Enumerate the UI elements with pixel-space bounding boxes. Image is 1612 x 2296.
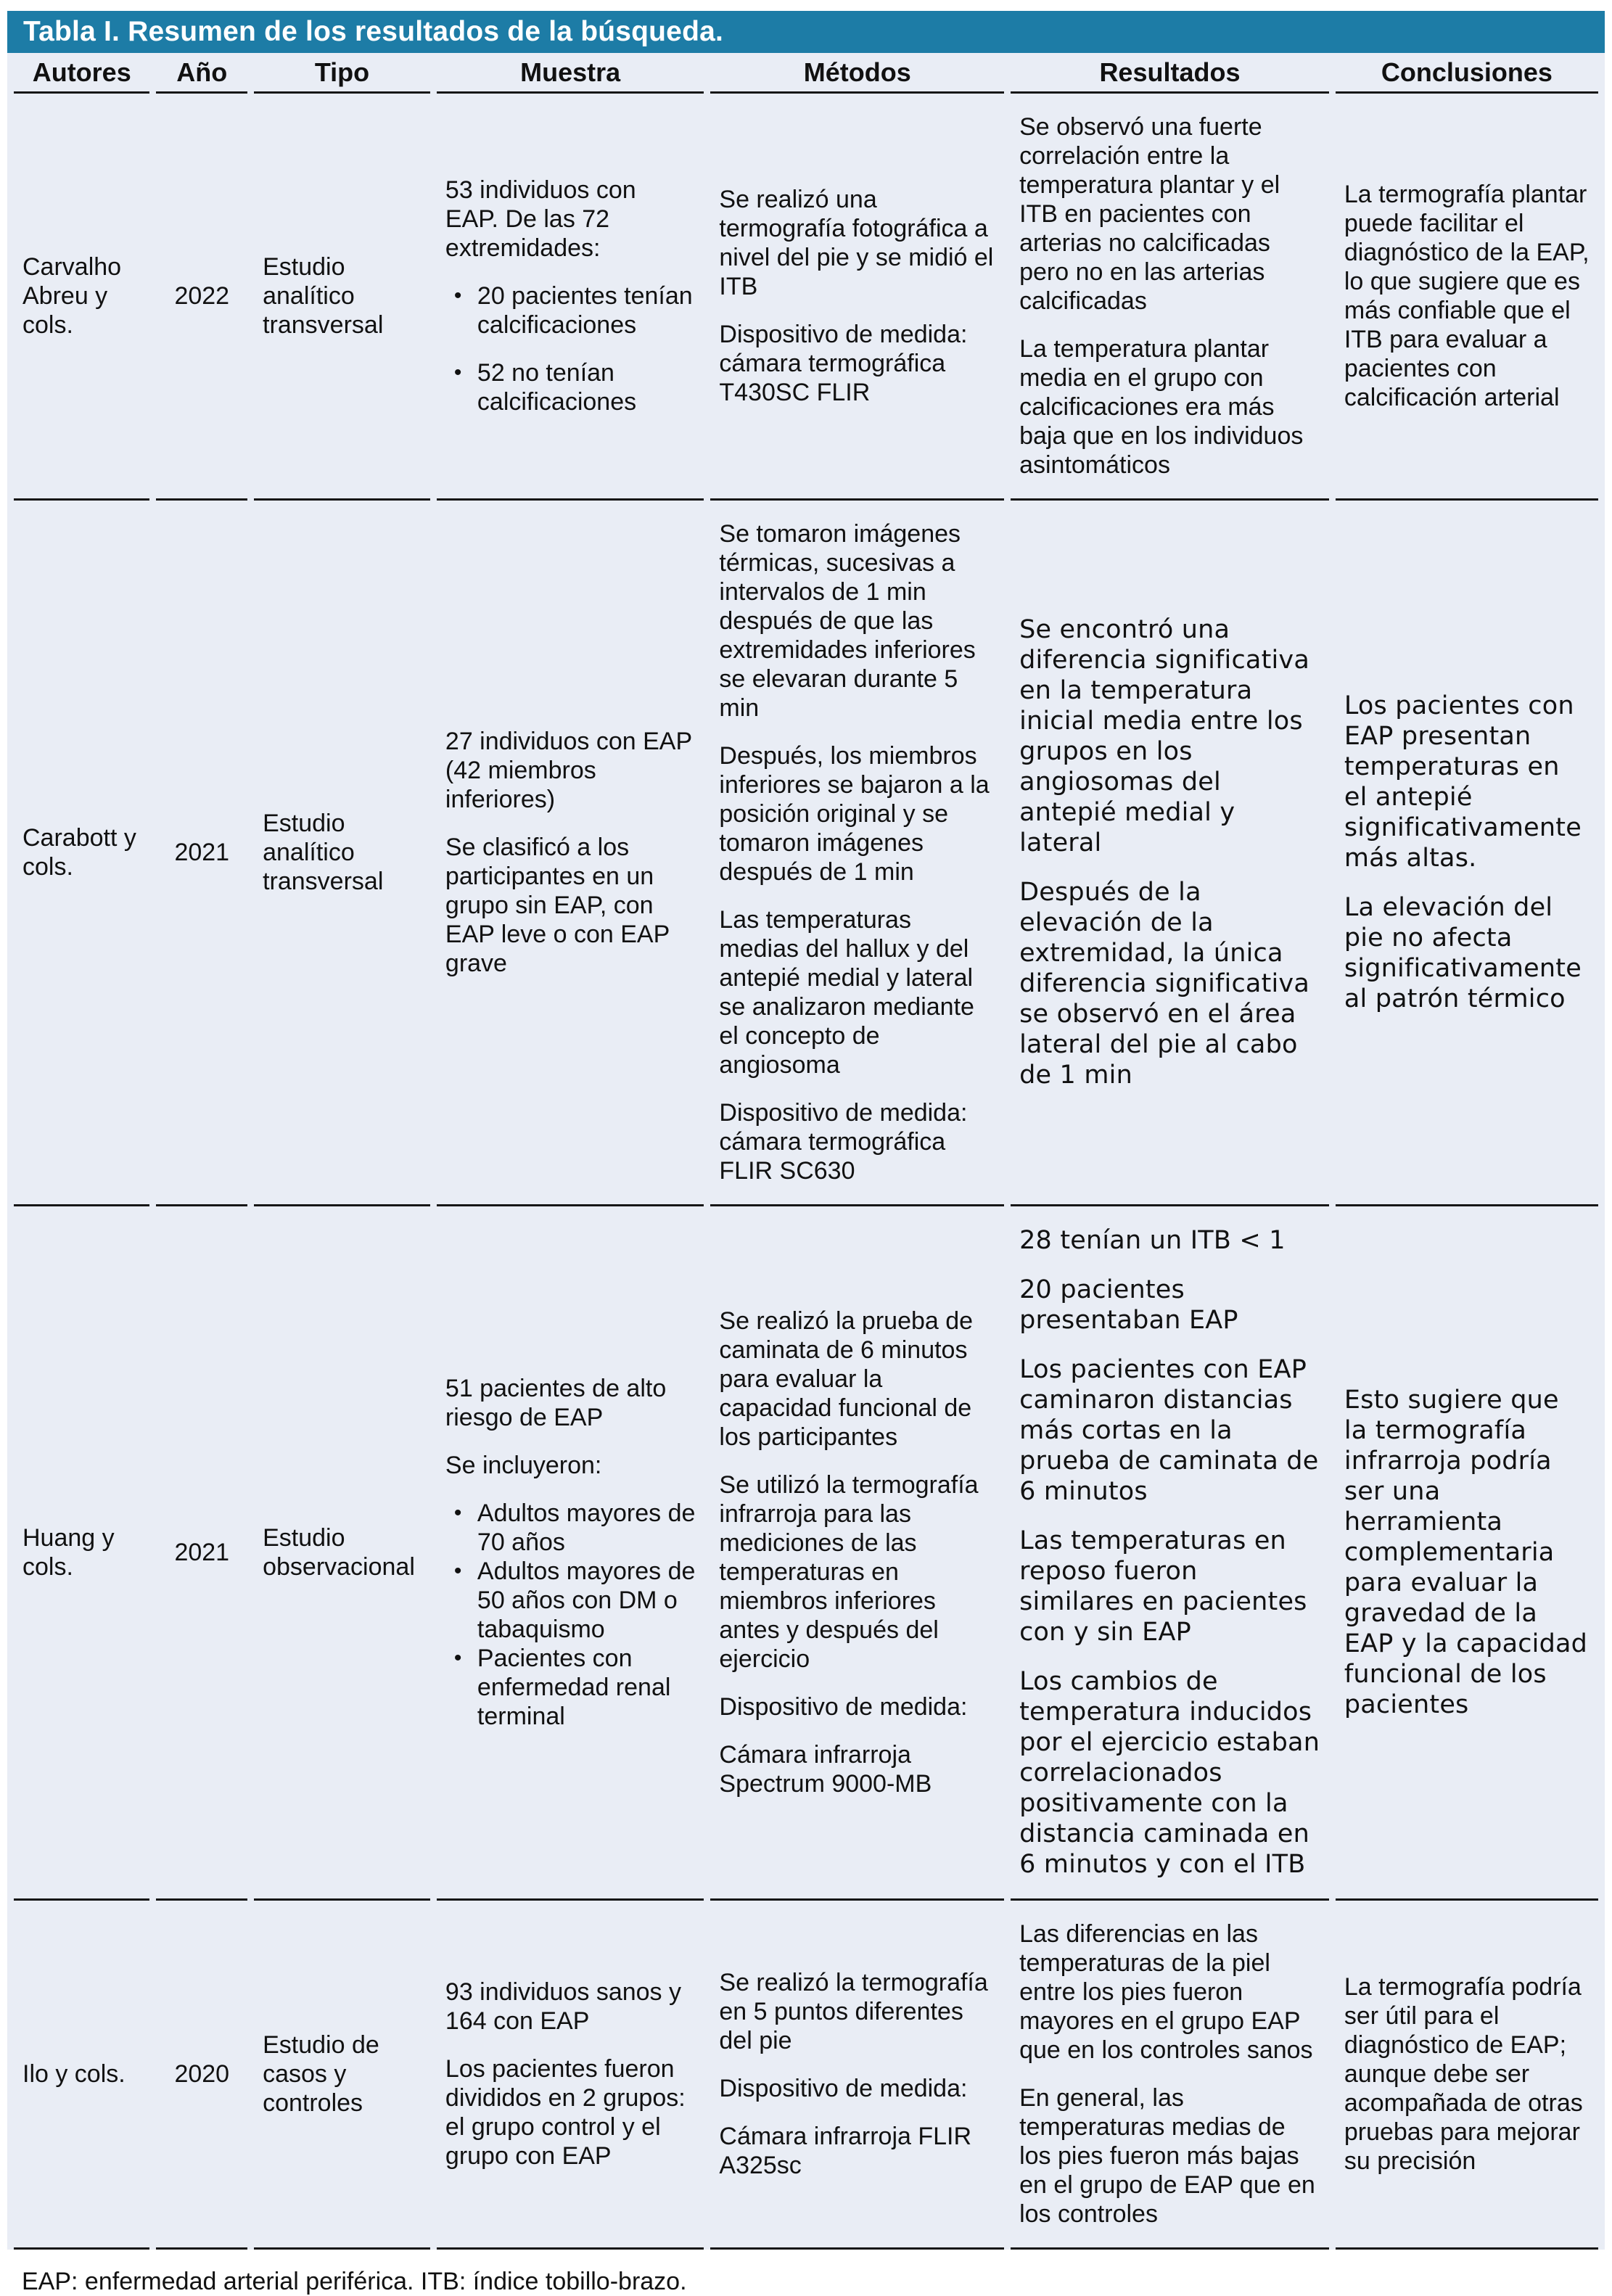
paragraph: Estudio de casos y controles — [263, 2031, 379, 2117]
cell-conclusiones — [1336, 94, 1598, 501]
paragraph: 2021 — [174, 1539, 230, 1566]
paragraph: 93 individuos sanos y 164 con EAP — [445, 1978, 681, 2035]
paragraph: Se encontró una diferencia significativa en la temperatura inicial media entre los grupos en los angiosomas del antepié medial y lateral — [1019, 615, 1309, 857]
cell-resultados — [1011, 1901, 1329, 2250]
cell-ano — [156, 1901, 247, 2250]
paragraph: 28 tenían un ITB < 1 — [1019, 1226, 1286, 1255]
paragraph: La elevación del pie no afecta significativamente al patrón térmico — [1344, 893, 1582, 1013]
bullet-item: • 52 no tenían calcificaciones — [445, 358, 695, 416]
paragraph: Los pacientes con EAP caminaron distancias más cortas en la prueba de caminata de 6 minutos — [1019, 1355, 1319, 1506]
paragraph: Las diferencias en las temperaturas de la piel entre los pies fueron mayores en el grupo EAP que en los controles sanos — [1019, 1920, 1313, 2064]
paragraph: Esto sugiere que la termografía infrarroja podría ser una herramienta complementaria para evaluar la gravedad de la EAP y la capacidad funcional de los pacientes — [1344, 1386, 1588, 1719]
results-summary-table — [7, 53, 1605, 2250]
cell-metodos — [710, 1206, 1004, 1901]
cell-muestra — [437, 94, 704, 501]
paragraph: Se utilizó la termografía infrarroja para las mediciones de las temperaturas en miembros inferiores antes y después del ejercicio — [719, 1471, 979, 1673]
cell-resultados — [1011, 1206, 1329, 1901]
table-row — [14, 501, 1598, 1206]
cell-metodos — [710, 1901, 1004, 2250]
cell-resultados — [1011, 501, 1329, 1206]
paragraph: 51 pacientes de alto riesgo de EAP — [445, 1375, 667, 1431]
table-row — [14, 1901, 1598, 2250]
paragraph: Estudio analítico transversal — [263, 253, 384, 339]
paragraph: 53 individuos con EAP. De las 72 extremidades: — [445, 176, 636, 262]
paragraph: Dispositivo de medida: cámara termográfica FLIR SC630 — [719, 1099, 968, 1185]
paragraph: 2022 — [174, 282, 230, 310]
bullet-list — [445, 1499, 695, 1731]
cell-autores — [14, 501, 149, 1206]
table-footnote: EAP: enfermedad arterial periférica. ITB: índice tobillo-brazo. — [22, 2268, 687, 2295]
cell-tipo — [254, 1206, 430, 1901]
cell-conclusiones — [1336, 1206, 1598, 1901]
paragraph: Se clasificó a los participantes en un grupo sin EAP, con EAP leve o con EAP grave — [445, 834, 670, 977]
cell-autores — [14, 94, 149, 501]
bullet-item: • Adultos mayores de 70 años — [445, 1499, 695, 1557]
paragraph: Carabott y cols. — [22, 824, 136, 881]
paragraph: Estudio analítico transversal — [263, 810, 384, 895]
column-header-conclusiones: Conclusiones — [1336, 53, 1598, 94]
cell-ano — [156, 501, 247, 1206]
cell-conclusiones — [1336, 501, 1598, 1206]
table-row — [14, 94, 1598, 501]
column-header-resultados: Resultados — [1011, 53, 1329, 94]
paragraph: 2021 — [174, 839, 230, 866]
cell-muestra — [437, 1206, 704, 1901]
paragraph: 27 individuos con EAP (42 miembros inferiores) — [445, 728, 692, 813]
cell-metodos — [710, 94, 1004, 501]
paragraph: Huang y cols. — [22, 1524, 115, 1581]
paragraph: Después de la elevación de la extremidad, la única diferencia significativa se observó en el área lateral del pie al cabo de 1 min — [1019, 878, 1309, 1090]
table-row — [14, 1206, 1598, 1901]
cell-conclusiones — [1336, 1901, 1598, 2250]
paragraph: La termografía plantar puede facilitar el diagnóstico de la EAP, lo que sugiere que es más confiable que el ITB para evaluar a pacientes con calcificación arterial — [1344, 181, 1590, 411]
bullet-list — [445, 281, 695, 416]
paragraph: Los pacientes fueron divididos en 2 grupos: el grupo control y el grupo con EAP — [445, 2055, 686, 2170]
paragraph: Las temperaturas medias del hallux y del antepié medial y lateral se analizaron mediante el concepto de angiosoma — [719, 906, 974, 1079]
paragraph: Las temperaturas en reposo fueron similares en pacientes con y sin EAP — [1019, 1526, 1307, 1647]
bullet-item: • 20 pacientes tenían calcificaciones — [445, 281, 695, 340]
paragraph: Se observó una fuerte correlación entre la temperatura plantar y el ITB en pacientes con arterias no calcificadas pero no en las arterias calcificadas — [1019, 113, 1280, 315]
table-header-row — [14, 53, 1598, 94]
paragraph: 2020 — [174, 2060, 230, 2088]
cell-autores — [14, 1206, 149, 1901]
cell-metodos — [710, 501, 1004, 1206]
table-title: Tabla I. Resumen de los resultados de la búsqueda. — [23, 16, 724, 47]
paragraph: Ilo y cols. — [22, 2060, 126, 2088]
cell-tipo — [254, 1901, 430, 2250]
paragraph: Se incluyeron: — [445, 1452, 602, 1479]
paragraph: Se tomaron imágenes térmicas, sucesivas a intervalos de 1 min después de que las extremidades inferiores se elevaran durante 5 min — [719, 520, 976, 722]
paragraph: La termografía podría ser útil para el diagnóstico de EAP; aunque debe ser acompañada de otras pruebas para mejorar su precisión — [1344, 1973, 1583, 2175]
column-header-metodos: Métodos — [710, 53, 1004, 94]
paragraph: Los pacientes con EAP presentan temperaturas en el antepié significativamente más altas. — [1344, 691, 1582, 873]
paragraph: Dispositivo de medida: cámara termográfica T430SC FLIR — [719, 321, 968, 406]
paragraph: Dispositivo de medida: — [719, 1693, 968, 1721]
paragraph: 20 pacientes presentaban EAP — [1019, 1275, 1238, 1335]
paragraph: Se realizó la prueba de caminata de 6 minutos para evaluar la capacidad funcional de los participantes — [719, 1307, 974, 1451]
paragraph: En general, las temperaturas medias de los pies fueron más bajas en el grupo de EAP que en los controles — [1019, 2084, 1315, 2228]
cell-muestra — [437, 1901, 704, 2250]
cell-resultados — [1011, 94, 1329, 501]
cell-tipo — [254, 94, 430, 501]
cell-ano — [156, 94, 247, 501]
cell-muestra — [437, 501, 704, 1206]
table-title-bar — [7, 11, 1605, 53]
paragraph: Los cambios de temperatura inducidos por el ejercicio estaban correlacionados positivamente con la distancia caminada en 6 minutos y con el ITB — [1019, 1667, 1320, 1879]
paragraph: Cámara infrarroja Spectrum 9000-MB — [719, 1741, 932, 1798]
column-header-ano: Año — [156, 53, 247, 94]
paragraph: La temperatura plantar media en el grupo con calcificaciones era más baja que en los individuos asintomáticos — [1019, 335, 1304, 479]
paragraph: Dispositivo de medida: — [719, 2075, 968, 2102]
column-header-autores: Autores — [14, 53, 149, 94]
paragraph: Carvalho Abreu y cols. — [22, 253, 122, 339]
bullet-item: • Adultos mayores de 50 años con DM o tabaquismo — [445, 1557, 695, 1644]
column-header-muestra: Muestra — [437, 53, 704, 94]
column-header-tipo: Tipo — [254, 53, 430, 94]
cell-ano — [156, 1206, 247, 1901]
cell-autores — [14, 1901, 149, 2250]
paragraph: Se realizó una termografía fotográfica a nivel del pie y se midió el ITB — [719, 186, 994, 300]
bullet-item: • Pacientes con enfermedad renal terminal — [445, 1644, 695, 1731]
table-body — [14, 94, 1598, 2250]
paragraph: Después, los miembros inferiores se bajaron a la posición original y se tomaron imágenes después de 1 min — [719, 742, 990, 886]
paragraph: Cámara infrarroja FLIR A325sc — [719, 2123, 972, 2179]
paragraph: Se realizó la termografía en 5 puntos diferentes del pie — [719, 1969, 988, 2054]
paragraph: Estudio observacional — [263, 1524, 415, 1581]
cell-tipo — [254, 501, 430, 1206]
